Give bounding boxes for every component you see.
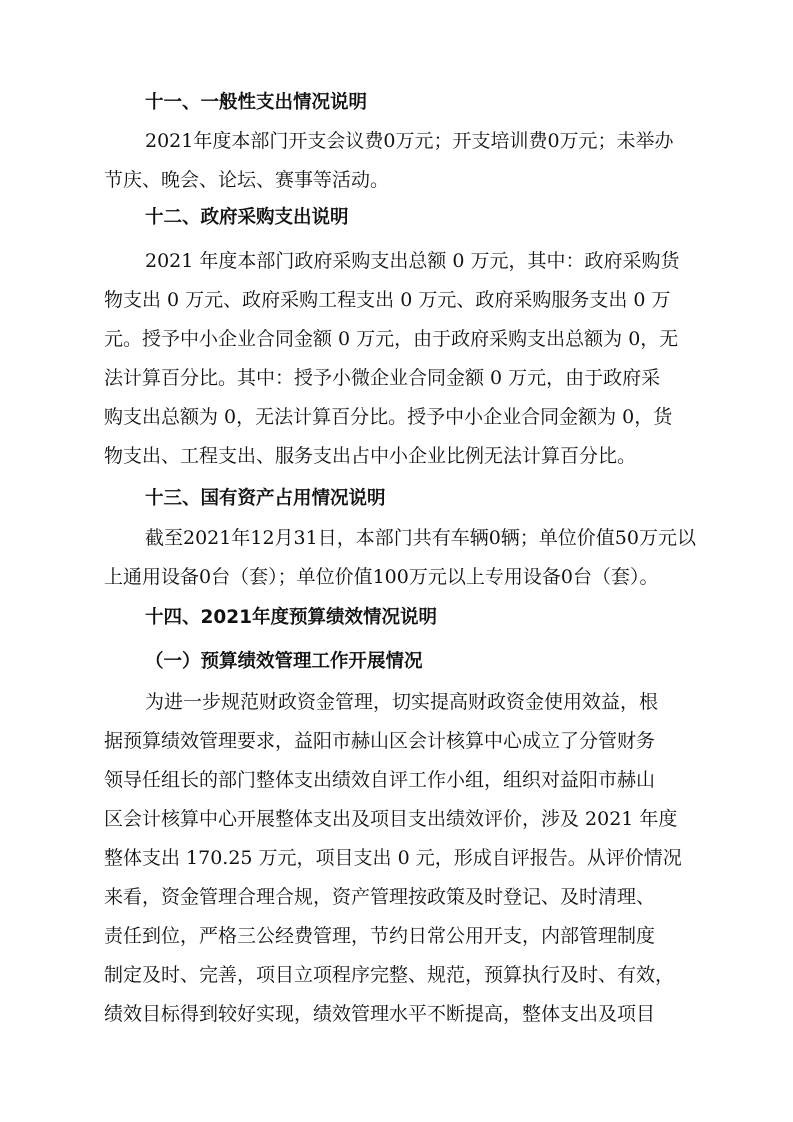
section-14-para-line-7: 责任到位，严格三公经费管理，节约日常公用开支，内部管理制度 (104, 925, 656, 947)
section-11-para-line-1: 2021年度本部门开支会议费0万元；开支培训费0万元；未举办 (145, 130, 674, 152)
section-12-para-line-1: 2021 年度本部门政府采购支出总额 0 万元，其中：政府采购货 (145, 250, 680, 272)
section-12-para-line-4: 法计算百分比。其中：授予小微企业合同金额 0 万元，由于政府采 (104, 367, 661, 389)
section-14-para-line-8: 制定及时、完善，项目立项程序完整、规范，预算执行及时、有效， (104, 964, 675, 986)
section-14-para-line-1: 为进一步规范财政资金管理，切实提高财政资金使用效益，根 (145, 691, 659, 713)
section-14-para-line-4: 区会计核算中心开展整体支出及项目支出绩效评价，涉及 2021 年度 (104, 808, 678, 830)
section-11-heading: 十一、一般性支出情况说明 (145, 92, 368, 113)
section-12-para-line-5: 购支出总额为 0，无法计算百分比。授予中小企业合同金额为 0，货 (104, 406, 673, 428)
section-12-para-line-6: 物支出、工程支出、服务支出占中小企业比例无法计算百分比。 (104, 445, 637, 467)
section-13-para-line-2: 上通用设备0台（套）；单位价值100万元以上专用设备0台（套）。 (104, 566, 659, 588)
section-14-para-line-6: 来看，资金管理合理合规，资产管理按政策及时登记、及时清理、 (104, 886, 656, 908)
section-12-para-line-2: 物支出 0 万元、政府采购工程支出 0 万元、政府采购服务支出 0 万 (104, 289, 671, 311)
section-14-para-line-3: 领导任组长的部门整体支出绩效自评工作小组，组织对益阳市赫山 (104, 769, 656, 791)
section-14-heading: 十四、2021年度预算绩效情况说明 (145, 607, 437, 628)
section-14-para-line-2: 据预算绩效管理要求，益阳市赫山区会计核算中心成立了分管财务 (104, 730, 656, 752)
section-12-heading: 十二、政府采购支出说明 (145, 207, 349, 228)
section-14-subheading: （一）预算绩效管理工作开展情况 (145, 651, 423, 672)
section-13-para-line-1: 截至2021年12月31日，本部门共有车辆0辆；单位价值50万元以 (145, 527, 696, 549)
section-11-para-line-2: 节庆、晚会、论坛、赛事等活动。 (104, 169, 390, 191)
section-14-para-line-5: 整体支出 170.25 万元，项目支出 0 元，形成自评报告。从评价情况 (104, 847, 682, 869)
section-14-para-line-9: 绩效目标得到较好实现，绩效管理水平不断提高，整体支出及项目 (104, 1003, 656, 1025)
section-12-para-line-3: 元。授予中小企业合同金额 0 万元，由于政府采购支出总额为 0，无 (104, 328, 679, 350)
section-13-heading: 十三、国有资产占用情况说明 (145, 488, 386, 509)
